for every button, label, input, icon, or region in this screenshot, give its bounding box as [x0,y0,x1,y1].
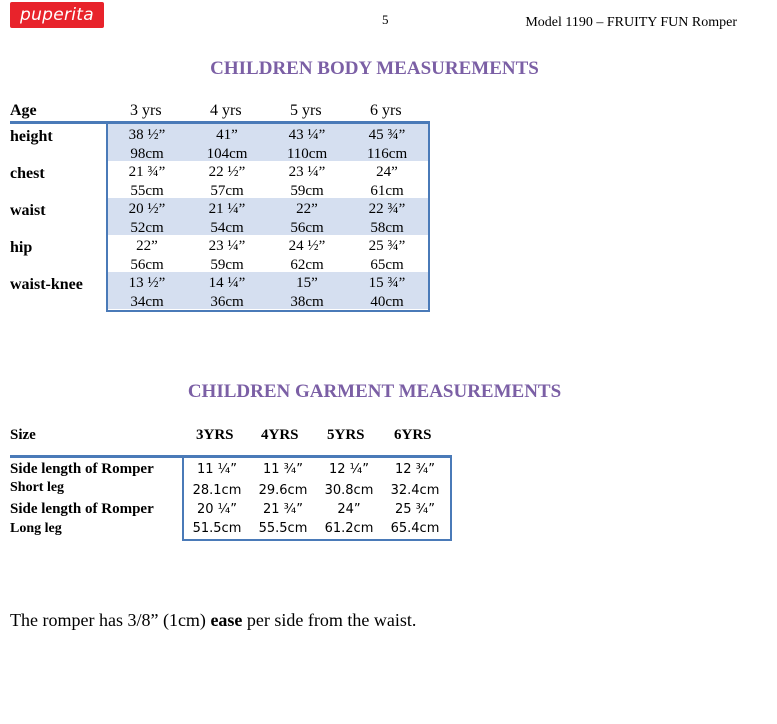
cell-inches: 21 ¾” [128,164,166,180]
cell-inches: 21 ¼” [208,201,246,217]
gcell-cm: 29.6cm [258,483,308,498]
model-title: Model 1190 – FRUITY FUN Romper [525,15,737,30]
gcell-cm: 65.4cm [390,521,440,536]
puperita-logo: puperita [10,2,104,28]
row-sublabel-long-leg: Long leg [10,521,62,536]
row-label-hip: hip [10,239,33,256]
cell-inches: 22 ½” [208,164,246,180]
gcell-inches: 20 ¼” [196,502,237,517]
gcell-inches: 21 ¾” [262,502,303,517]
cell-cm: 57cm [210,183,244,199]
cell-cm: 55cm [130,183,164,199]
cell-cm: 56cm [290,220,324,236]
age-header: Age [10,102,37,119]
ease-note-text-end: per side from the waist. [242,610,417,630]
body-measurements-title: CHILDREN BODY MEASUREMENTS [210,58,539,79]
gcell-inches: 24” [337,502,361,517]
cell-cm: 40cm [370,294,404,310]
gcell-inches: 12 ¼” [328,462,369,477]
cell-inches: 24” [376,164,398,180]
cell-cm: 59cm [210,257,244,273]
col-header-4yrs: 4YRS [261,427,299,443]
row-label-romper-short: Side length of Romper [10,461,154,477]
cell-inches: 22” [136,238,158,254]
gcell-cm: 51.5cm [192,521,242,536]
col-header-3yrs: 3YRS [196,427,234,443]
gcell-inches: 25 ¾” [394,502,435,517]
cell-cm: 65cm [370,257,404,273]
cell-cm: 110cm [286,146,328,162]
col-header-6yrs: 6YRS [394,427,432,443]
cell-cm: 54cm [210,220,244,236]
cell-inches: 20 ½” [128,201,166,217]
col-header-6yrs: 6 yrs [370,102,402,119]
ease-note-bold: ease [210,610,243,630]
cell-cm: 61cm [370,183,404,199]
cell-inches: 14 ¼” [208,275,246,291]
cell-cm: 36cm [210,294,244,310]
gcell-cm: 30.8cm [324,483,374,498]
ease-note [10,610,416,631]
gcell-cm: 61.2cm [324,521,374,536]
row-label-height: height [10,128,53,145]
cell-inches: 22 ¾” [368,201,406,217]
ease-note-text: The romper has 3/8” (1cm) [10,610,211,630]
cell-inches: 13 ½” [128,275,166,291]
cell-inches: 22” [296,201,318,217]
row-label-romper-long: Side length of Romper [10,501,154,517]
cell-cm: 98cm [130,146,164,162]
gcell-inches: 12 ¾” [394,462,435,477]
col-header-3yrs: 3 yrs [130,102,162,119]
page-number: 5 [382,12,389,27]
cell-cm: 38cm [290,294,324,310]
cell-inches: 25 ¾” [368,238,406,254]
row-sublabel-short-leg: Short leg [10,480,65,495]
gcell-cm: 32.4cm [390,483,440,498]
size-header: Size [10,427,36,443]
cell-inches: 15 ¾” [368,275,406,291]
gcell-inches: 11 ¾” [262,462,303,477]
cell-cm: 62cm [290,257,324,273]
cell-cm: 59cm [290,183,324,199]
gcell-inches: 11 ¼” [196,462,237,477]
cell-cm: 116cm [366,146,408,162]
gcell-cm: 55.5cm [258,521,308,536]
gcell-cm: 28.1cm [192,483,242,498]
cell-inches: 15” [296,275,318,291]
cell-inches: 23 ¼” [288,164,326,180]
col-header-4yrs: 4 yrs [210,102,242,119]
cell-inches: 38 ½” [128,127,166,143]
cell-inches: 45 ¾” [368,127,406,143]
cell-cm: 104cm [206,146,248,162]
cell-inches: 43 ¼” [288,127,326,143]
col-header-5yrs: 5YRS [327,427,365,443]
row-label-chest: chest [10,165,45,182]
cell-cm: 34cm [130,294,164,310]
cell-inches: 41” [216,127,238,143]
cell-cm: 52cm [130,220,164,236]
garment-measurements-title: CHILDREN GARMENT MEASUREMENTS [187,381,562,402]
row-label-waist: waist [10,202,46,219]
cell-cm: 58cm [370,220,404,236]
cell-inches: 24 ½” [288,238,326,254]
row-label-waist-knee: waist-knee [10,276,83,293]
col-header-5yrs: 5 yrs [290,102,322,119]
cell-cm: 56cm [130,257,164,273]
cell-inches: 23 ¼” [208,238,246,254]
